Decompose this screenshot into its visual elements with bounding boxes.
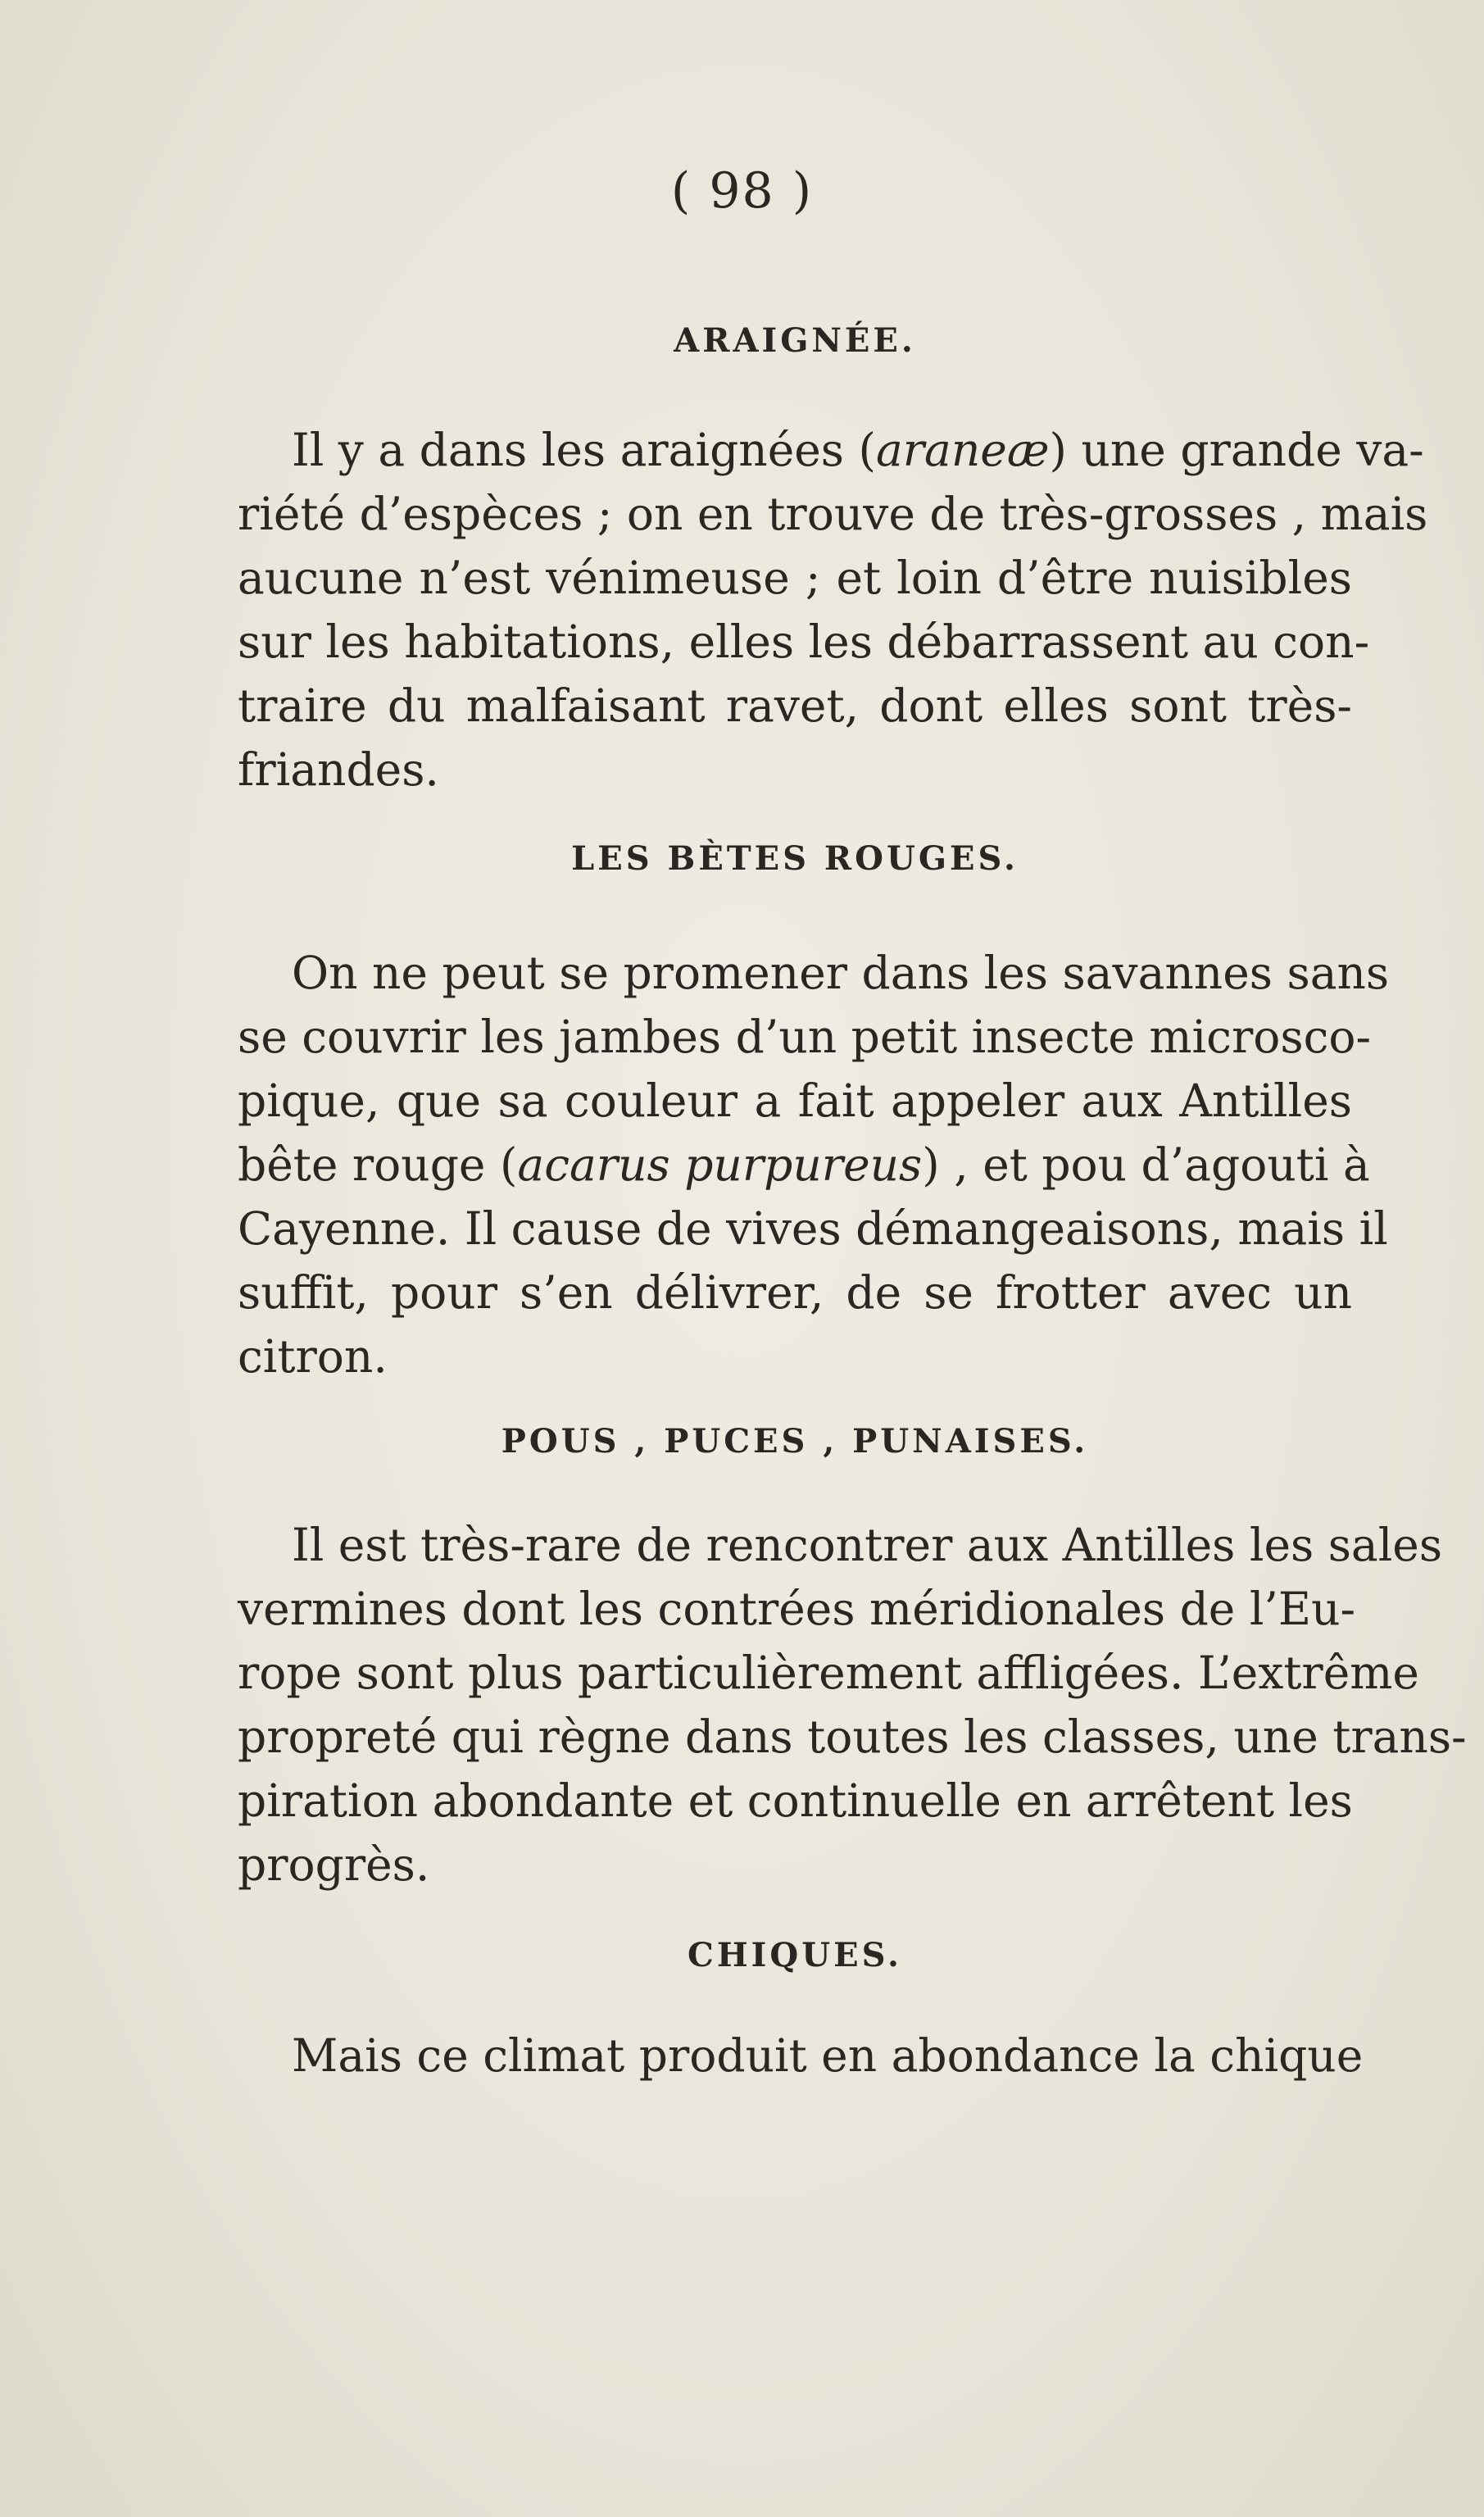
text-line: pique, que sa couleur a fait appeler aux Antilles [238, 1074, 1352, 1127]
text-line: aucune n’est vénimeuse ; et loin d’être nuisibles [238, 552, 1352, 604]
text-line: friandes. [238, 743, 439, 796]
text-line: se couvrir les jambes d’un petit insecte microsco- [238, 1011, 1372, 1063]
text-line: vermines dont les contrées méridionales de l’Eu- [238, 1583, 1356, 1635]
text-line: suffit, pour s’en délivrer, de se frotter avec un [238, 1266, 1352, 1319]
text-line: propreté qui règne dans toutes les classes, une trans- [238, 1711, 1467, 1763]
text-line: Mais ce climat produit en abondance la chique [292, 2029, 1364, 2082]
text-line: rope sont plus particulièrement affligées. L’extrême [238, 1647, 1419, 1699]
text-line: Il y a dans les araignées (araneæ) une grande va- [292, 424, 1424, 476]
section-heading-pous-puces-punaises: POUS , PUCES , PUNAISES. [501, 1422, 1089, 1461]
paragraph-chiques [238, 2024, 1364, 2088]
text-line: traire du malfaisant ravet, dont elles sont très- [238, 679, 1352, 732]
paragraph-pous-puces-punaises [238, 1513, 1467, 1897]
text-line: progrès. [238, 1838, 430, 1891]
text-line: riété d’espèces ; on en trouve de très-grosses , mais [238, 488, 1428, 540]
text-line: citron. [238, 1330, 388, 1383]
paragraph-araignee [238, 418, 1428, 802]
paragraph-betes-rouges [238, 941, 1390, 1388]
text-line: Cayenne. Il cause de vives démangeaisons, mais il [238, 1202, 1388, 1255]
page-number: ( 98 ) [670, 162, 814, 220]
section-heading-betes-rouges: LES BÈTES ROUGES. [571, 839, 1019, 878]
section-heading-chiques: CHIQUES. [688, 1936, 902, 1974]
text-line: piration abondante et continuelle en arrêtent les [238, 1774, 1353, 1827]
text-line: Il est très-rare de rencontrer aux Antilles les sales [292, 1519, 1443, 1571]
text-line: bête rouge (acarus purpureus) , et pou d’agouti à [238, 1138, 1370, 1191]
section-heading-araignee: ARAIGNÉE. [674, 321, 916, 360]
text-line: On ne peut se promener dans les savannes sans [292, 947, 1390, 999]
text-line: sur les habitations, elles les débarrassent au con- [238, 616, 1370, 668]
